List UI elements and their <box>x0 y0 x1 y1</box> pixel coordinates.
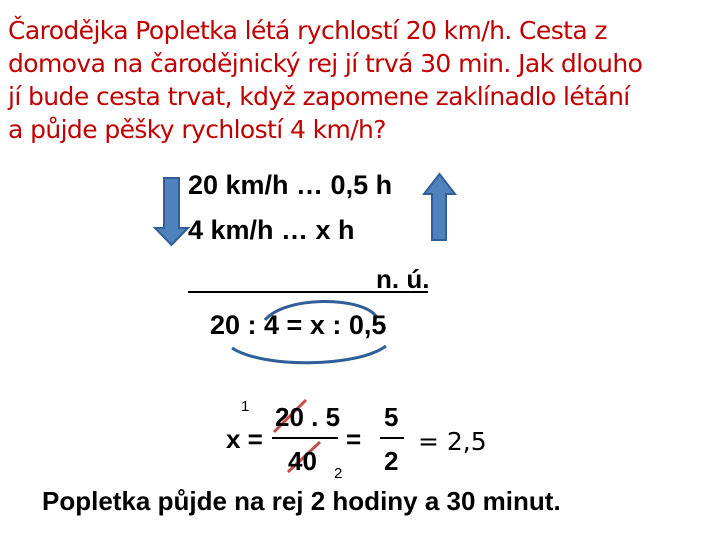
fraction-denominator: 40 <box>288 446 317 476</box>
fraction-numerator: 20 . 5 <box>275 402 341 432</box>
setup-row-1: 20 km/h … 0,5 h <box>188 170 393 200</box>
simplified-numerator: 5 <box>384 402 399 432</box>
x-label: x = <box>226 424 263 454</box>
problem-line-2: domova na čarodějnický rej jí trvá 30 min. Jak dlouho <box>8 49 643 78</box>
proportion-equation: 20 : 4 = x : 0,5 <box>210 310 387 340</box>
proportion-label: n. ú. <box>376 264 430 294</box>
equals-sign: = <box>346 424 362 454</box>
cancel-top-value: 1 <box>241 398 250 415</box>
problem-line-1: Čarodějka Popletka létá rychlostí 20 km/h. Cesta z <box>8 16 607 45</box>
answer-text: Popletka půjde na rej 2 hodiny a 30 minut. <box>42 486 561 516</box>
problem-line-4: a půjde pěšky rychlostí 4 km/h? <box>8 115 386 144</box>
setup-row-2: 4 km/h … x h <box>188 215 355 245</box>
down-arrow-icon <box>155 178 188 245</box>
cancel-bottom-value: 2 <box>334 465 343 482</box>
simplified-denominator: 2 <box>384 446 399 476</box>
problem-line-3: jí bude cesta trvat, když zapomene zaklínadlo létání <box>8 82 630 111</box>
result-value: = 2,5 <box>418 427 487 456</box>
connector-arc-bottom <box>232 346 386 363</box>
up-arrow-icon <box>424 174 455 240</box>
